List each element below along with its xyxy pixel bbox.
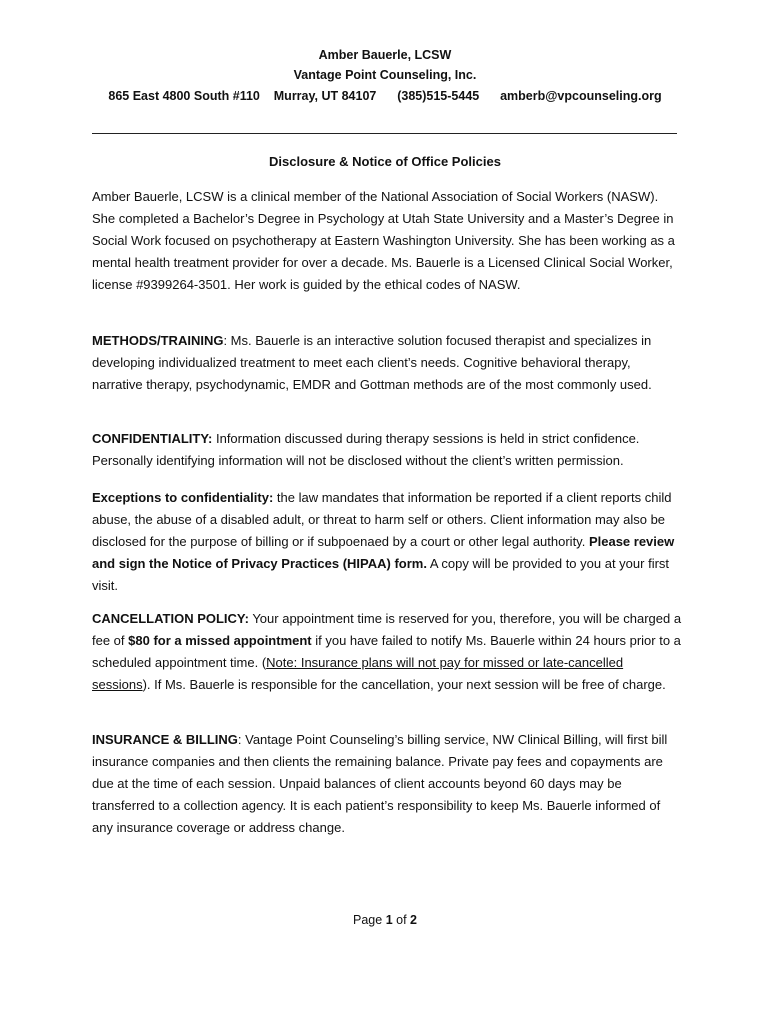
insurance-label: INSURANCE & BILLING: [92, 732, 238, 747]
city-state-zip: Murray, UT 84107: [273, 89, 377, 103]
methods-paragraph: [92, 330, 682, 396]
page-middle: of: [392, 913, 411, 927]
confidentiality-paragraph: [92, 428, 682, 472]
address: 865 East 4800 South #110: [108, 89, 260, 103]
exceptions-tail: A copy will be provided to you at your first visit.: [92, 556, 670, 593]
methods-label: METHODS/TRAINING: [92, 333, 224, 348]
intro-paragraph: Amber Bauerle, LCSW is a clinical member of the National Association of Social Workers (NASW). She completed a Bachelor’s Degree in Psychology at Utah State University and a Master’s Degree in Social Work focused on psychotherapy at Eastern Washington University. She has been working as a mental health treatment provider for over a decade. Ms. Bauerle is a Licensed Clinical Social Worker, license #9399264-3501. Her work is guided by the ethical codes of NASW.: [92, 189, 675, 292]
hipaa-notice: Please review and sign the Notice of Privacy Practices (HIPAA) form.: [92, 534, 675, 571]
methods-text: : Ms. Bauerle is an interactive solution focused therapist and specializes in developing individualized treatment to meet each client’s needs. Cognitive behavioral therapy, narrative therapy, psychodynamic, EMDR and Gottman methods are of the most commonly used.: [92, 333, 652, 392]
cancellation-paragraph: [92, 608, 682, 696]
missed-fee: $80 for a missed appointment: [128, 633, 312, 648]
document-title: Disclosure & Notice of Office Policies: [269, 154, 501, 169]
header-divider: [92, 133, 677, 134]
page-current: 1: [385, 913, 393, 927]
organization-name: Vantage Point Counseling, Inc.: [293, 68, 477, 82]
insurance-paragraph: [92, 729, 682, 839]
exceptions-paragraph: [92, 487, 682, 597]
provider-name: Amber Bauerle, LCSW: [318, 48, 452, 62]
phone: (385)515-5445: [397, 89, 480, 103]
confidentiality-text: Information discussed during therapy sessions is held in strict confidence. Personally identifying information will not be disclosed without the client’s written permission.: [92, 431, 640, 468]
insurance-text: : Vantage Point Counseling’s billing service, NW Clinical Billing, will first bill insurance companies and then clients the remaining balance. Private pay fees and copayments are due at the time of each session. Unpaid balances of client accounts beyond 60 days may be transferred to a collection agency. It is each patient’s responsibility to keep Ms. Bauerle informed of any insurance coverage or address change.: [92, 732, 668, 835]
cancellation-text-2: if you have failed to notify Ms. Bauerle within 24 hours prior to a scheduled appointment time. (: [92, 633, 681, 670]
exceptions-label: Exceptions to confidentiality:: [92, 490, 274, 505]
insurance-note: Note: Insurance plans will not pay for missed or late-cancelled sessions: [92, 655, 624, 692]
exceptions-text: the law mandates that information be reported if a client reports child abuse, the abuse of a disabled adult, or threat to harm self or others. Client information may also be disclosed for the purpose of billing or if subpoenaed by a court or other legal authority.: [92, 490, 672, 549]
page-footer: [0, 913, 770, 927]
cancellation-label: CANCELLATION POLICY:: [92, 611, 249, 626]
cancellation-text: Your appointment time is reserved for you, therefore, you will be charged a fee of: [92, 611, 682, 648]
contact-line: [0, 89, 770, 103]
email: amberb@vpcounseling.org: [500, 89, 662, 103]
page-prefix: Page: [353, 913, 386, 927]
page-total: 2: [410, 913, 417, 927]
confidentiality-label: CONFIDENTIALITY:: [92, 431, 213, 446]
cancellation-tail: ). If Ms. Bauerle is responsible for the cancellation, your next session will be free of charge.: [142, 677, 666, 692]
